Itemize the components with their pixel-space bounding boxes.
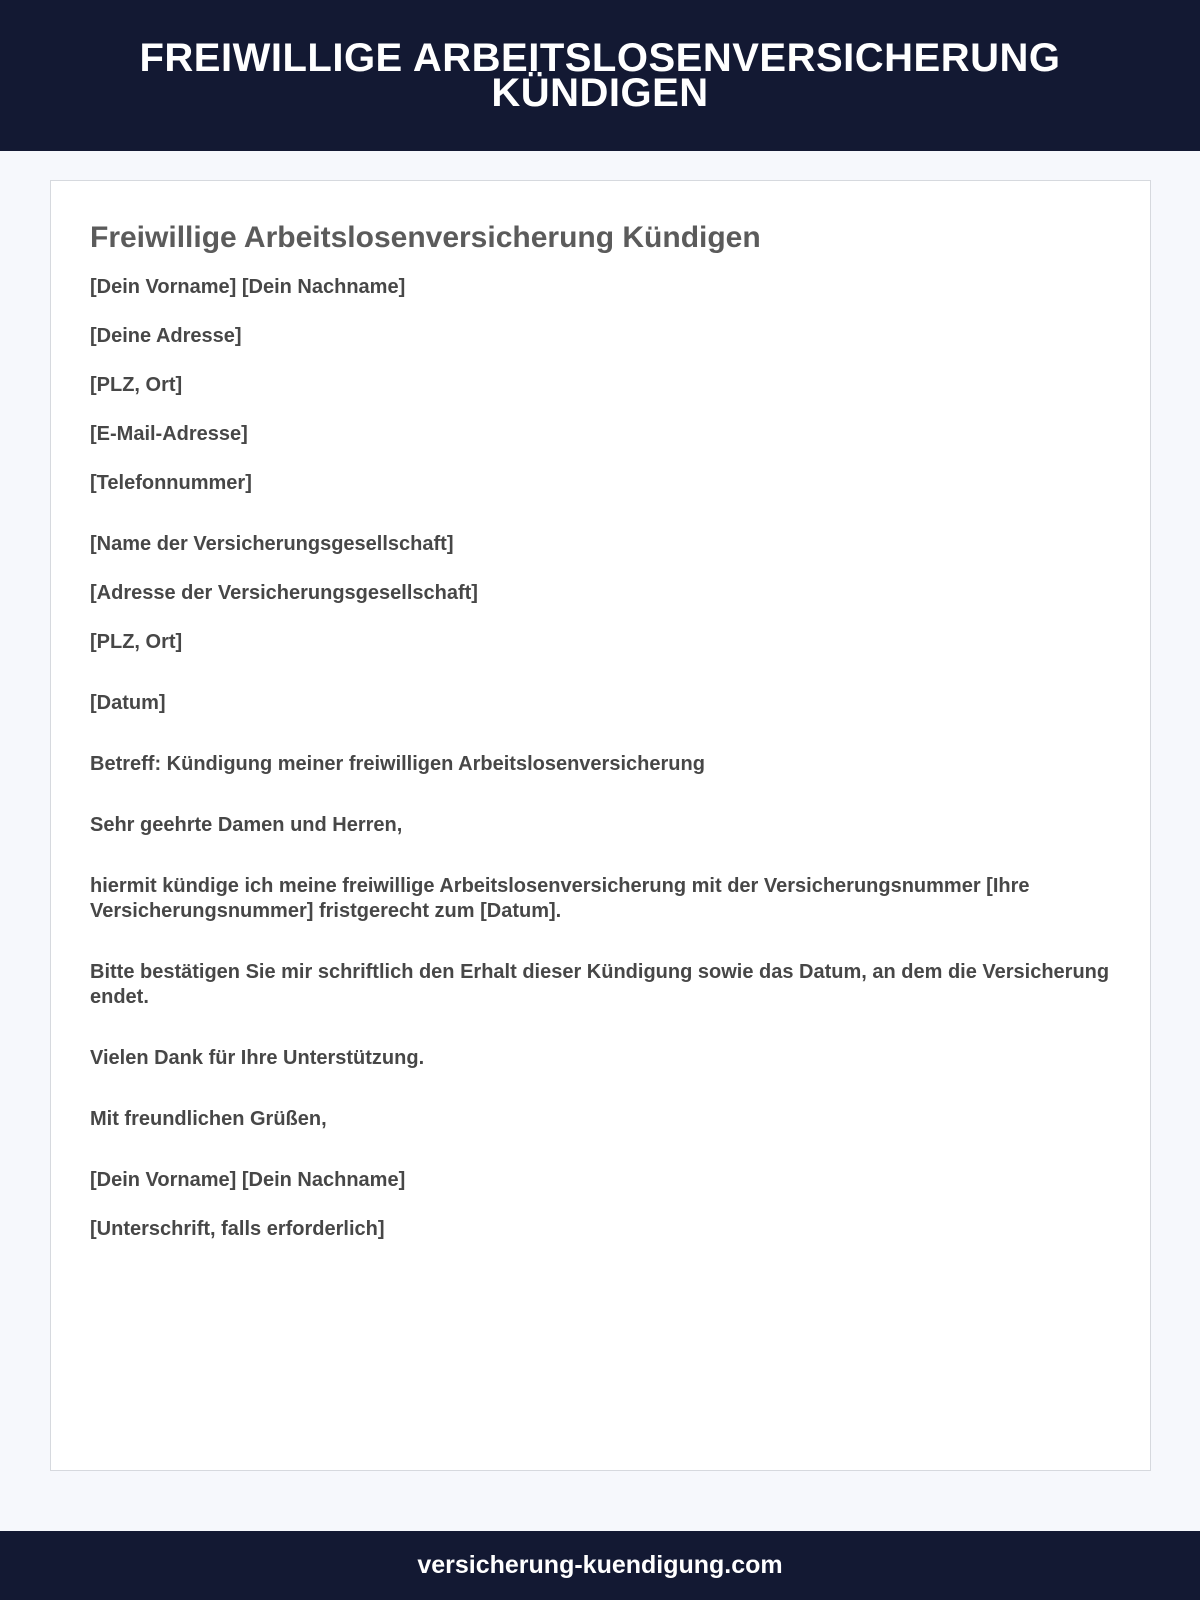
letter-salutation: Sehr geehrte Damen und Herren, — [90, 814, 403, 836]
recipient-company: [Name der Versicherungsgesellschaft] — [90, 533, 454, 555]
page-heading: FREIWILLIGE ARBEITSLOSENVERSICHERUNG KÜNDIGEN — [139, 35, 1061, 115]
footer-domain: versicherung-kuendigung.com — [417, 1551, 783, 1579]
sender-address: [Deine Adresse] — [90, 325, 242, 347]
recipient-address: [Adresse der Versicherungsgesellschaft] — [90, 582, 478, 604]
sender-city: [PLZ, Ort] — [90, 374, 183, 396]
signature-note: [Unterschrift, falls erforderlich] — [90, 1218, 385, 1240]
letter-title: Freiwillige Arbeitslosenversicherung Kündigen — [90, 221, 761, 254]
letter-date: [Datum] — [90, 692, 166, 714]
sender-phone: [Telefonnummer] — [90, 472, 252, 494]
sender-name: [Dein Vorname] [Dein Nachname] — [90, 276, 406, 298]
sender-email: [E-Mail-Adresse] — [90, 423, 248, 445]
body-paragraph: hiermit kündige ich meine freiwillige Arbeitslosenversicherung mit der Versicherungsnummer [Ihre Versicherungsnummer] fristgerecht zum [Datum]. — [90, 875, 1030, 922]
site-footer — [0, 1531, 1200, 1600]
signature-name: [Dein Vorname] [Dein Nachname] — [90, 1169, 406, 1191]
letter-subject: Betreff: Kündigung meiner freiwilligen Arbeitslosenversicherung — [90, 753, 705, 775]
body-paragraph: Vielen Dank für Ihre Unterstützung. — [90, 1047, 425, 1069]
recipient-city: [PLZ, Ort] — [90, 631, 183, 653]
letter-template-card — [50, 180, 1151, 1471]
site-header — [0, 0, 1200, 151]
body-paragraph: Bitte bestätigen Sie mir schriftlich den Erhalt dieser Kündigung sowie das Datum, an dem die Versicherung endet. — [90, 961, 1110, 1008]
letter-closing: Mit freundlichen Grüßen, — [90, 1108, 327, 1130]
